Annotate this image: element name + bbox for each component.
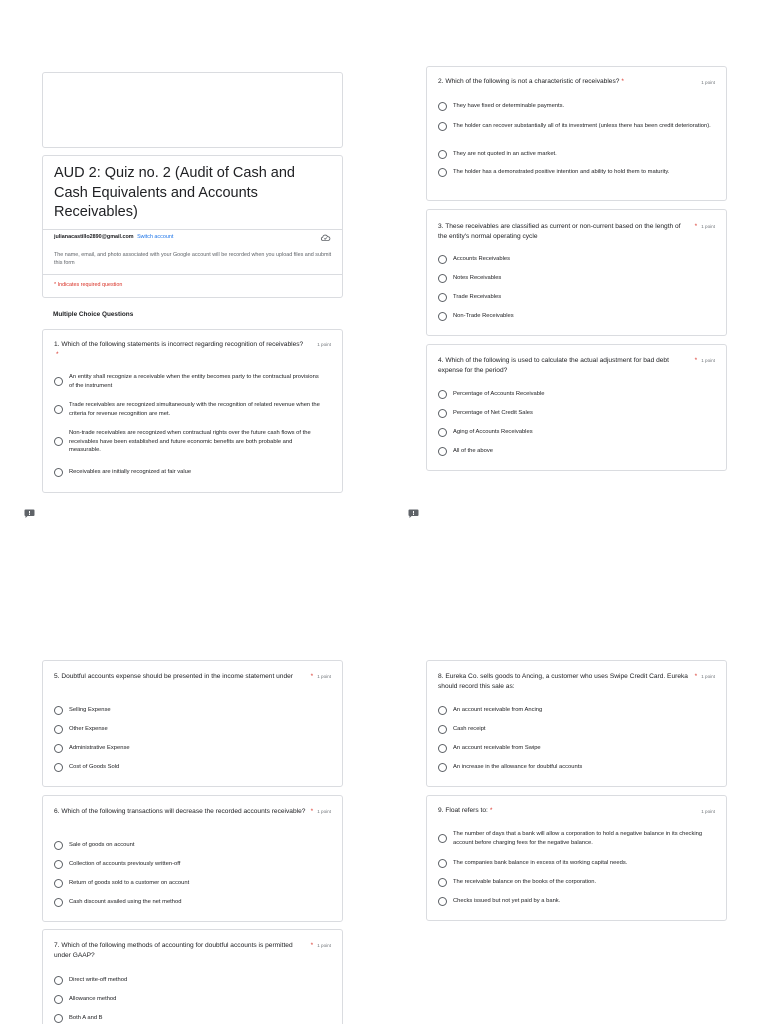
feedback-icon[interactable] — [408, 509, 419, 518]
form-title: AUD 2: Quiz no. 2 (Audit of Cash and Cash Equivalents and Accounts Receivables) — [54, 165, 295, 220]
points-label: * 1 point — [694, 673, 715, 680]
account-row — [54, 234, 173, 240]
points-label: * 1 point — [310, 808, 331, 815]
switch-account-link[interactable]: Switch account — [137, 234, 174, 240]
radio-button[interactable] — [54, 437, 63, 446]
radio-button[interactable] — [438, 744, 447, 753]
account-notice: The name, email, and photo associated with your Google account will be recorded when you upload files and submit this form — [54, 252, 332, 266]
points-label: 1 point — [701, 809, 715, 814]
option[interactable]: The receivable balance on the books of the corporation. — [438, 878, 596, 887]
option[interactable]: They are not quoted in an active market. — [438, 150, 713, 159]
radio-button[interactable] — [438, 312, 447, 321]
required-note: * Indicates required question — [54, 282, 123, 288]
radio-button[interactable] — [54, 744, 63, 753]
radio-button[interactable] — [54, 763, 63, 772]
question-text: 3. These receivables are classified as current or non-current based on the length of the entity's normal operating cycle — [438, 223, 681, 240]
option[interactable]: Cash receipt — [438, 725, 486, 734]
radio-button[interactable] — [438, 409, 447, 418]
radio-button[interactable] — [438, 168, 447, 177]
question-card-3 — [426, 209, 727, 336]
radio-button[interactable] — [438, 859, 447, 868]
question-card-2 — [426, 66, 727, 201]
option[interactable]: Checks issued but not yet paid by a bank. — [438, 897, 560, 906]
option[interactable]: The number of days that a bank will allow a corporation to hold a negative balance in its checking account before charging fees for the negative balance. — [438, 830, 718, 847]
account-email: julianacastillo2890@gmail.com — [54, 234, 134, 240]
question-card-1 — [42, 329, 343, 493]
option[interactable]: Receivables are initially recognized at fair value — [54, 468, 324, 477]
option[interactable]: An account receivable from Ancing — [438, 706, 542, 715]
radio-button[interactable] — [54, 377, 63, 386]
option[interactable]: Both A and B — [54, 1014, 103, 1023]
option[interactable]: Non-Trade Receivables — [438, 312, 514, 321]
option[interactable]: An account receivable from Swipe — [438, 744, 541, 753]
question-text: 2. Which of the following is not a characteristic of receivables? * — [438, 78, 624, 85]
radio-button[interactable] — [54, 995, 63, 1004]
option[interactable]: Sale of goods on account — [54, 841, 134, 850]
radio-button[interactable] — [54, 706, 63, 715]
radio-button[interactable] — [438, 897, 447, 906]
option[interactable]: The holder can recover substantially all of its investment (unless there has been credit deterioration). — [438, 122, 713, 131]
radio-button[interactable] — [54, 405, 63, 414]
option[interactable]: All of the above — [438, 447, 493, 456]
option[interactable]: Cash discount availed using the net method — [54, 898, 181, 907]
radio-button[interactable] — [438, 834, 447, 843]
radio-button[interactable] — [438, 102, 447, 111]
points-label: * 1 point — [310, 673, 331, 680]
option[interactable]: Other Expense — [54, 725, 108, 734]
question-text: 7. Which of the following methods of accounting for doubtful accounts is permitted under GAAP? — [54, 942, 293, 959]
points-label: 1 point — [317, 342, 331, 347]
radio-button[interactable] — [438, 428, 447, 437]
points-label: * 1 point — [694, 223, 715, 230]
radio-button[interactable] — [54, 468, 63, 477]
option[interactable]: An increase in the allowance for doubtful accounts — [438, 763, 582, 772]
option[interactable]: Accounts Receivables — [438, 255, 510, 264]
option[interactable]: Administrative Expense — [54, 744, 130, 753]
option[interactable]: Trade Receivables — [438, 293, 501, 302]
radio-button[interactable] — [438, 274, 447, 283]
points-label: 1 point — [701, 80, 715, 85]
feedback-icon[interactable] — [24, 509, 35, 518]
radio-button[interactable] — [438, 706, 447, 715]
radio-button[interactable] — [54, 976, 63, 985]
radio-button[interactable] — [54, 898, 63, 907]
option[interactable]: The holder has a demonstrated positive intention and ability to hold them to maturity. — [438, 168, 713, 177]
option[interactable]: Direct write-off method — [54, 976, 127, 985]
radio-button[interactable] — [438, 725, 447, 734]
option[interactable]: Non-trade receivables are recognized when contractual rights over the future cash flows of the receivables have been established and future economic benefits are both probable and measurable. — [54, 429, 324, 455]
option[interactable]: Cost of Goods Sold — [54, 763, 119, 772]
radio-button[interactable] — [438, 255, 447, 264]
question-text: 9. Float refers to: * — [438, 807, 493, 814]
radio-button[interactable] — [54, 860, 63, 869]
option[interactable]: Return of goods sold to a customer on account — [54, 879, 189, 888]
cloud-check-icon — [320, 233, 331, 243]
option[interactable]: An entity shall recognize a receivable when the entity becomes party to the contractual provisions of the instrument — [54, 373, 324, 390]
question-card-8 — [426, 660, 727, 787]
question-card-9 — [426, 795, 727, 921]
option[interactable]: Allowance method — [54, 995, 116, 1004]
radio-button[interactable] — [438, 293, 447, 302]
radio-button[interactable] — [54, 1014, 63, 1023]
option[interactable]: Aging of Accounts Receivables — [438, 428, 533, 437]
points-label: * 1 point — [310, 942, 331, 949]
radio-button[interactable] — [438, 150, 447, 159]
option[interactable]: Percentage of Net Credit Sales — [438, 409, 533, 418]
question-text: 4. Which of the following is used to calculate the actual adjustment for bad debt expense for the period? — [438, 357, 669, 374]
radio-button[interactable] — [438, 447, 447, 456]
question-card-4 — [426, 344, 727, 471]
option[interactable]: Collection of accounts previously written-off — [54, 860, 180, 869]
question-text: 1. Which of the following statements is incorrect regarding recognition of receivables?* — [54, 341, 304, 358]
form-header-card — [42, 155, 343, 298]
option[interactable]: Trade receivables are recognized simultaneously with the recognition of related revenue when the criteria for revenue recognition are met. — [54, 401, 324, 418]
option[interactable]: They have fixed or determinable payments. — [438, 102, 713, 111]
radio-button[interactable] — [54, 725, 63, 734]
radio-button[interactable] — [438, 122, 447, 131]
section-title: Multiple Choice Questions — [53, 311, 134, 318]
radio-button[interactable] — [54, 841, 63, 850]
question-card-7 — [42, 929, 343, 1024]
points-label: * 1 point — [694, 357, 715, 364]
option[interactable]: Notes Receivables — [438, 274, 501, 283]
question-text: 5. Doubtful accounts expense should be presented in the income statement under — [54, 673, 293, 680]
question-text: 8. Eureka Co. sells goods to Ancing, a customer who uses Swipe Credit Card. Eureka should record this sale as: — [438, 673, 688, 690]
radio-button[interactable] — [438, 878, 447, 887]
question-card-6 — [42, 795, 343, 922]
radio-button[interactable] — [438, 390, 447, 399]
header-image-card — [42, 72, 343, 148]
radio-button[interactable] — [54, 879, 63, 888]
radio-button[interactable] — [438, 763, 447, 772]
question-card-5 — [42, 660, 343, 787]
option[interactable]: Selling Expense — [54, 706, 111, 715]
option[interactable]: The companies bank balance in excess of its working capital needs. — [438, 859, 627, 868]
question-text: 6. Which of the following transactions will decrease the recorded accounts receivable? — [54, 808, 306, 815]
option[interactable]: Percentage of Accounts Receivable — [438, 390, 545, 399]
